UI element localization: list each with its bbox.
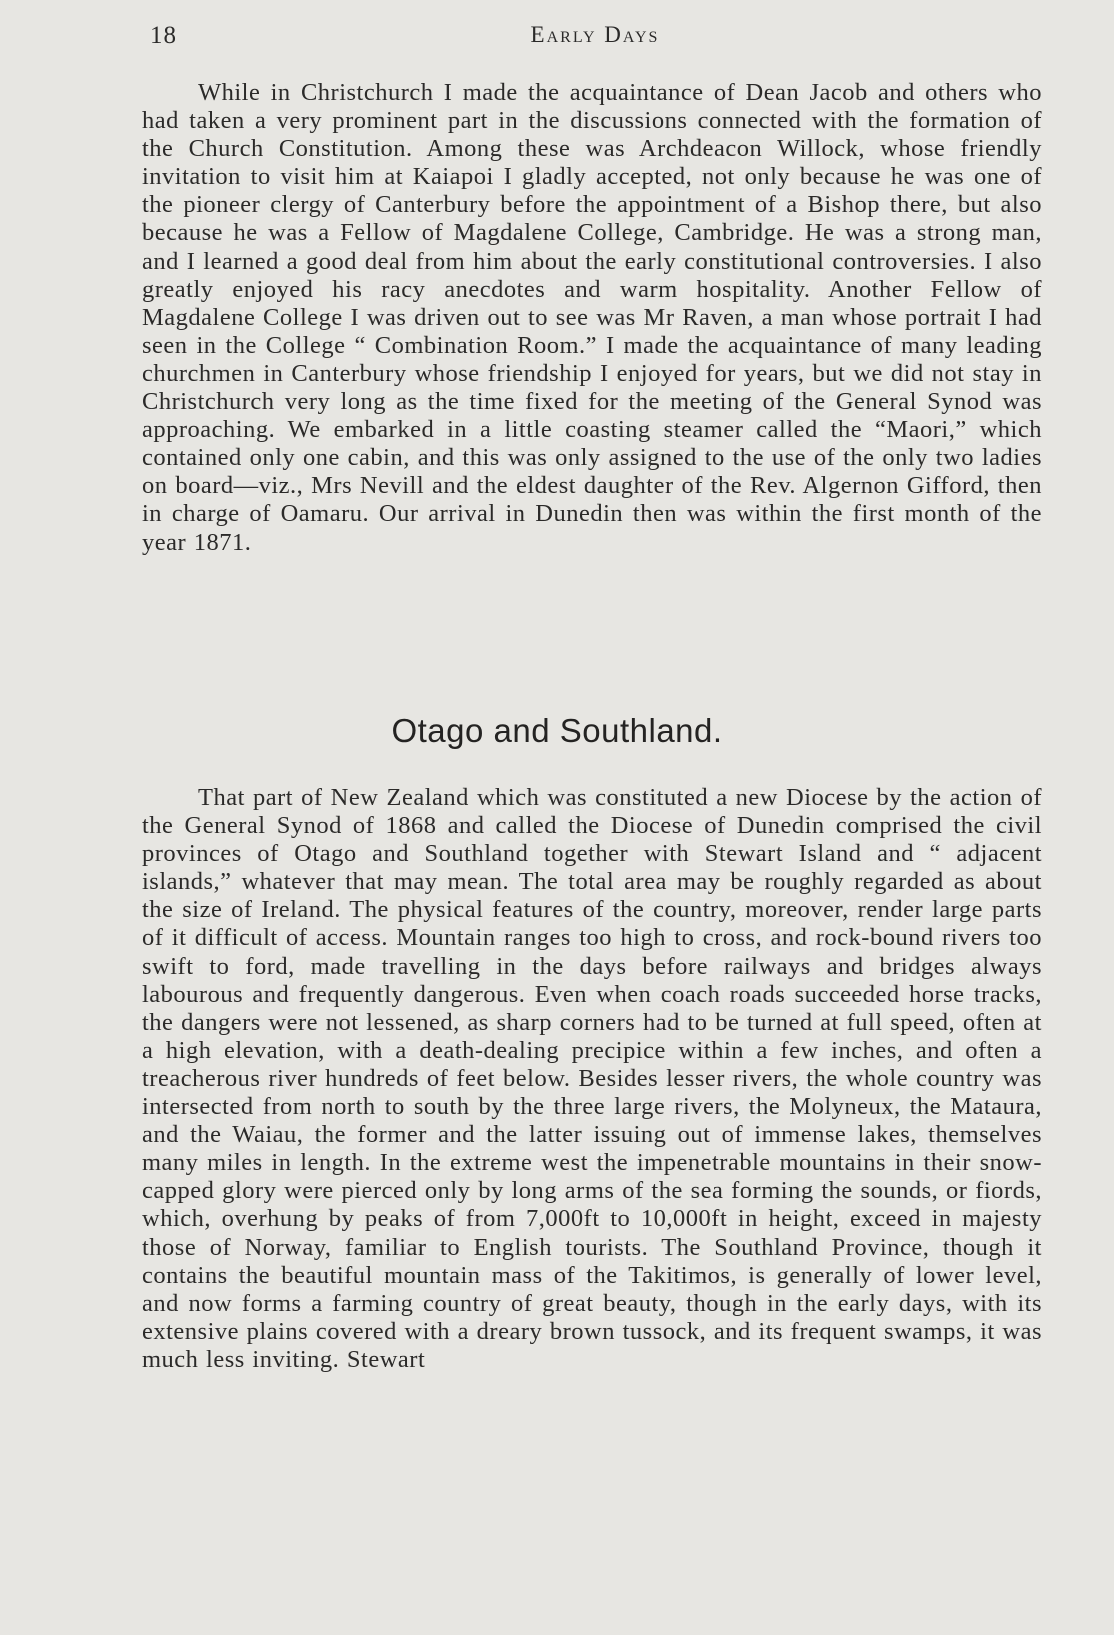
page-number: 18	[150, 22, 177, 49]
body-text-block-2	[142, 784, 1042, 1374]
paragraph-otago-southland: That part of New Zealand which was constituted a new Diocese by the action of the General Synod of 1868 and called the Diocese of Dunedin comprised the civil provinces of Otago and Southland together with Stewart Island and “ adjacent islands,” whatever that may mean. The total area may be roughly regarded as about the size of Ireland. The physical features of the country, moreover, render large parts of it difficult of access. Mountain ranges too high to cross, and rock-bound rivers too swift to ford, made travelling in the days before railways and bridges always labourous and frequently dangerous. Even when coach roads succeeded horse tracks, the dangers were not lessened, as sharp corners had to be turned at full speed, often at a high elevation, with a death-dealing precipice within a few inches, and often a treacherous river hundreds of feet below. Besides lesser rivers, the whole country was intersected from north to south by the three large rivers, the Molyneux, the Mataura, and the Waiau, the former and the latter issuing out of immense lakes, themselves many miles in length. In the extreme west the impenetrable mountains in their snow-capped glory were pierced only by long arms of the sea forming the sounds, or fiords, which, overhung by peaks of from 7,000ft to 10,000ft in height, exceed in majesty those of Norway, familiar to English tourists. The Southland Province, though it contains the beautiful mountain mass of the Takitimos, is generally of lower level, and now forms a farming country of great beauty, though in the early days, with its extensive plains covered with a dreary brown tussock, and its frequent swamps, it was much less inviting. Stewart	[142, 784, 1042, 1373]
section-heading: Otago and Southland.	[391, 712, 723, 749]
running-header	[150, 22, 1040, 58]
paragraph-christchurch: While in Christchurch I made the acquaintance of Dean Jacob and others who had taken a very prominent part in the discussions connected with the formation of the Church Constitution. Among these was Archdeacon Willock, whose friendly invitation to visit him at Kaiapoi I gladly accepted, not only because he was one of the pioneer clergy of Canterbury before the appointment of a Bishop there, but also because he was a Fellow of Magdalene College, Cambridge. He was a strong man, and I learned a good deal from him about the early constitutional controversies. I also greatly enjoyed his racy anecdotes and warm hospitality. Another Fellow of Magdalene College I was driven out to see was Mr Raven, a man whose portrait I had seen in the College “ Combination Room.” I made the acquaintance of many leading churchmen in Canterbury whose friendship I enjoyed for years, but we did not stay in Christchurch very long as the time fixed for the meeting of the General Synod was approaching. We embarked in a little coasting steamer called the “Maori,” which contained only one cabin, and this was only assigned to the use of the only two ladies on board—viz., Mrs Nevill and the eldest daughter of the Rev. Algernon Gifford, then in charge of Oamaru. Our arrival in Dunedin then was within the first month of the year 1871.	[142, 79, 1042, 556]
running-title: Early Days	[530, 22, 660, 47]
body-text-block-1	[142, 79, 1042, 557]
